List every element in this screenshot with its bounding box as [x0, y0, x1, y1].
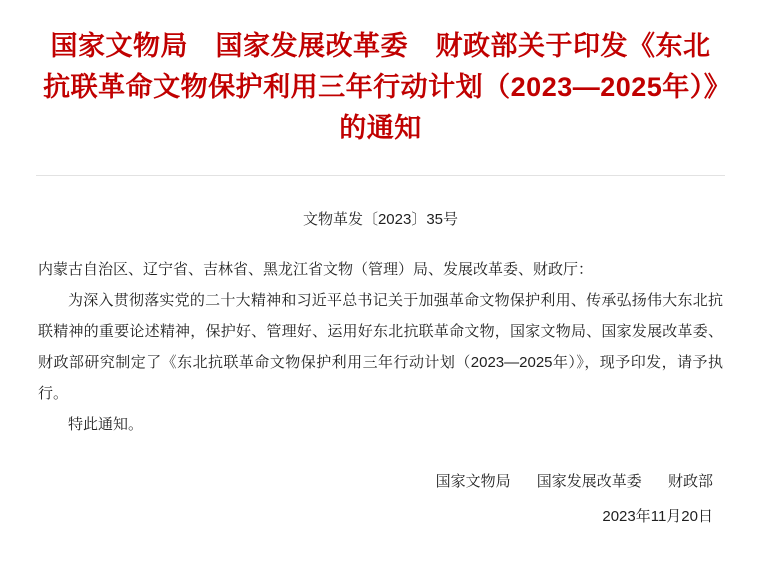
- issuing-organization: 国家文物局: [435, 473, 511, 490]
- recipients-line: 内蒙古自治区、辽宁省、吉林省、黑龙江省文物（管理）局、发展改革委、财政厅：: [38, 261, 594, 278]
- issuing-organization: 财政部: [667, 473, 713, 490]
- page-title: 国家文物局 国家发展改革委 财政部关于印发《东北抗联革命文物保护利用三年行动计划（2023—2025年）》的通知: [43, 31, 718, 143]
- signature-block: [34, 440, 727, 532]
- document-body: [34, 232, 727, 440]
- issuing-organization: 国家发展改革委: [536, 473, 642, 490]
- body-paragraph-1: 为深入贯彻落实党的二十大精神和习近平总书记关于加强革命文物保护利用、传承弘扬伟大东北抗联精神的重要论述精神，保护好、管理好、运用好东北抗联革命文物，国家文物局、国家发展改革委、财政部研究制定了《东北抗联革命文物保护利用三年行动计划（2023—2025年）》，现予印发，请予执行。: [38, 292, 723, 402]
- issuing-organizations: [34, 466, 713, 497]
- document-number: 文物革发〔2023〕35号: [302, 211, 459, 228]
- issue-date: 2023年11月20日: [602, 508, 713, 525]
- body-paragraph-2: 特此通知。: [68, 416, 144, 433]
